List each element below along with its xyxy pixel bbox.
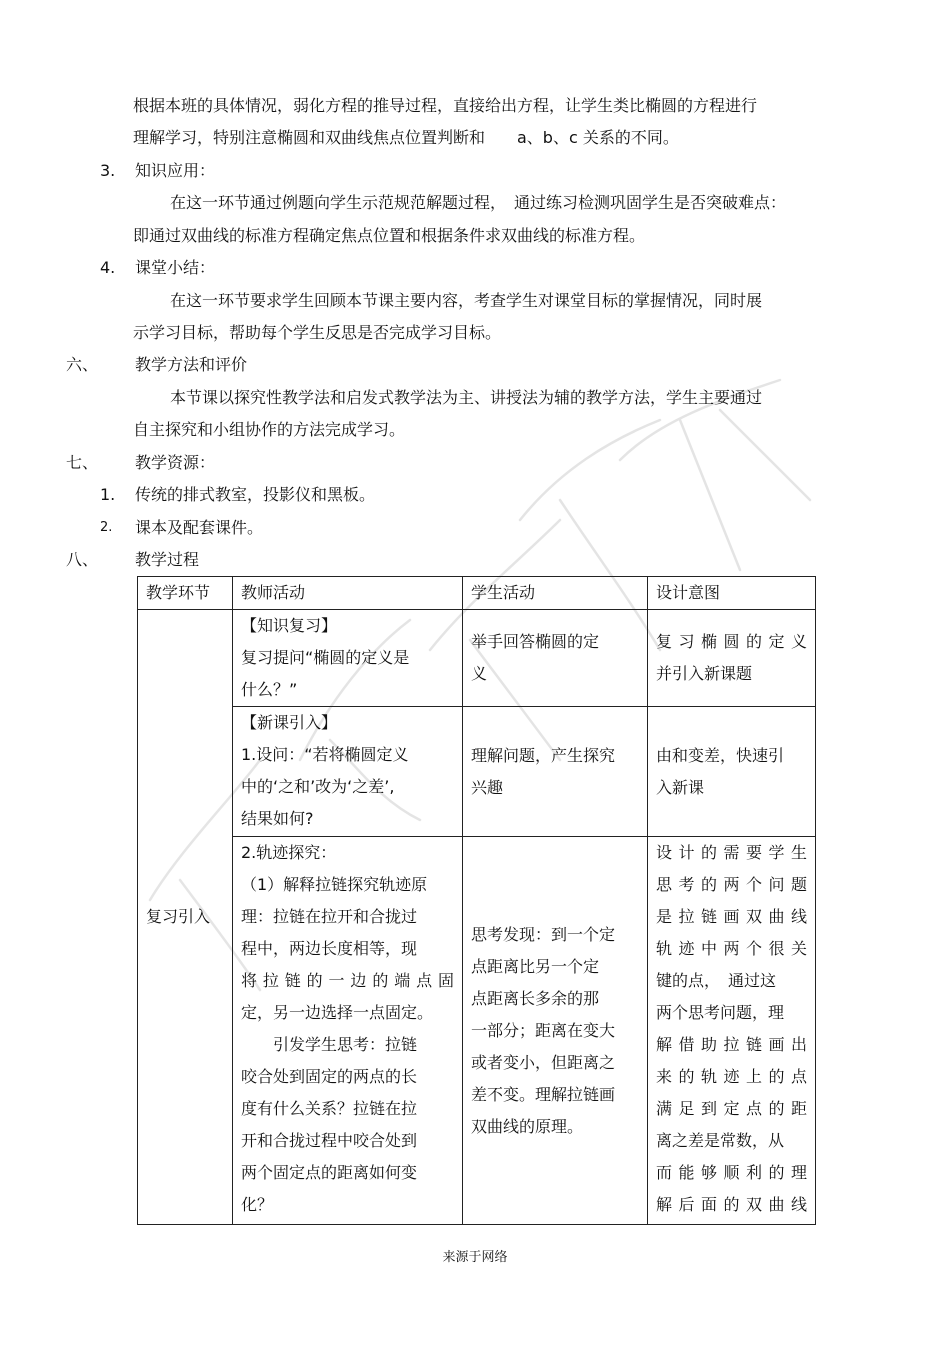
- cell-line: 举手回答椭圆的定: [471, 632, 600, 651]
- cell-line: 咬合处到固定的两点的长: [241, 1067, 418, 1086]
- cell-line: 思考发现：到一个定: [471, 924, 616, 944]
- cell-line: 并引入新课题: [656, 664, 753, 683]
- cell-line: 程中，两边长度相等，现: [241, 939, 418, 958]
- cell-line: 度有什么关系？拉链在拉: [241, 1099, 418, 1118]
- student-activity-cell: [463, 610, 648, 707]
- cell-line: 定，另一边选择一点固定。: [241, 1003, 434, 1022]
- paragraph-line: 本节课以探究性教学法和启发式教学法为主、讲授法为辅的教学方法，学生主要通过: [170, 388, 763, 407]
- cell-line: 差不变。理解拉链画: [471, 1084, 616, 1104]
- design-intent-cell: [648, 707, 816, 837]
- section-number: 七、: [66, 453, 99, 472]
- paragraph-line: 理解学习，特别注意椭圆和双曲线焦点位置判断和 a、b、c 关系的不同。: [133, 128, 679, 147]
- cell-line: 1.设问：“若将椭圆定义: [241, 745, 409, 764]
- cell-line: 两个固定点的距离如何变: [241, 1163, 418, 1182]
- item-title: 课堂小结：: [135, 258, 216, 277]
- teacher-activity-cell: [233, 837, 463, 1225]
- header-cell: 学生活动: [463, 577, 648, 610]
- resource-item: 传统的排式教室，投影仪和黑板。: [135, 485, 376, 504]
- teacher-activity-cell: [233, 610, 463, 707]
- teaching-process-table: [137, 576, 816, 1225]
- cell-line: 设计的需要学生: [656, 843, 807, 862]
- cell-line: 轨迹中两个很关: [656, 939, 807, 958]
- cell-line: 点距离长多余的那: [471, 988, 600, 1008]
- item-number: 2.: [100, 520, 113, 535]
- cell-line: 化？: [241, 1195, 274, 1214]
- paragraph-line: 示学习目标，帮助每个学生反思是否完成学习目标。: [133, 323, 502, 342]
- cell-line: 中的‘之和’改为‘之差’,: [241, 777, 395, 796]
- header-cell: 设计意图: [648, 577, 816, 610]
- section-title: 教学过程: [135, 550, 200, 569]
- cell-line: 而能够顺利的理: [656, 1163, 807, 1182]
- cell-line: 引发学生思考：拉链: [241, 1035, 418, 1054]
- paragraph-line: 在这一环节通过例题向学生示范规范解题过程， 通过练习检测巩固学生是否突破难点：: [170, 193, 787, 212]
- cell-line: 解后面的双曲线: [656, 1195, 807, 1214]
- student-activity-cell: [463, 707, 648, 837]
- stage-cell: 复习引入: [138, 610, 233, 1225]
- cell-line: 结果如何?: [241, 809, 314, 828]
- cell-line: 入新课: [656, 777, 705, 797]
- cell-line: 将拉链的一边的端点固: [241, 971, 454, 990]
- cell-line: 离之差是常数，从: [656, 1131, 785, 1150]
- design-intent-cell: [648, 610, 816, 707]
- table-row: [138, 610, 816, 707]
- cell-line: 点距离比另一个定: [471, 956, 600, 976]
- student-activity-cell: [463, 837, 648, 1225]
- cell-line: 满足到定点的距: [656, 1099, 807, 1118]
- cell-line: 开和合拢过程中咬合处到: [241, 1131, 418, 1150]
- cell-line: 理解问题，产生探究: [471, 745, 616, 765]
- section-number: 八、: [66, 550, 99, 569]
- table-row: [138, 707, 816, 837]
- cell-line: 两个思考问题，理: [656, 1003, 785, 1022]
- cell-line: 双曲线的原理。: [471, 1116, 584, 1136]
- cell-line: 复习提问“椭圆的定义是: [241, 648, 410, 667]
- table-row: [138, 837, 816, 1225]
- cell-line: 兴趣: [471, 777, 504, 797]
- item-title: 知识应用：: [135, 161, 216, 180]
- cell-line: 由和变差，快速引: [656, 745, 785, 765]
- cell-line: 解借助拉链画出: [656, 1035, 807, 1054]
- cell-line: 2.轨迹探究：: [241, 843, 337, 862]
- section-number: 六、: [66, 355, 99, 374]
- paragraph-line: 即通过双曲线的标准方程确定焦点位置和根据条件求双曲线的标准方程。: [133, 226, 646, 245]
- cell-line: 是拉链画双曲线: [656, 907, 807, 926]
- item-number: 1.: [100, 485, 116, 504]
- cell-line: 键的点， 通过这: [656, 971, 777, 990]
- cell-line: 什么？”: [241, 680, 298, 699]
- cell-line: 思考的两个问题: [656, 875, 807, 894]
- cell-line: 来的轨迹上的点: [656, 1067, 807, 1086]
- section-title: 教学方法和评价: [135, 355, 248, 374]
- header-cell: 教师活动: [233, 577, 463, 610]
- paragraph-line: 自主探究和小组协作的方法完成学习。: [133, 420, 406, 439]
- cell-line: 【知识复习】: [241, 616, 338, 635]
- cell-line: 【新课引入】: [241, 713, 338, 732]
- cell-line: 义: [471, 664, 488, 683]
- section-title: 教学资源：: [135, 453, 216, 472]
- cell-line: （1）解释拉链探究轨迹原: [241, 875, 428, 894]
- item-number: 3.: [100, 161, 116, 180]
- page-footer: 来源于网络: [442, 1250, 508, 1265]
- design-intent-cell: [648, 837, 816, 1225]
- header-cell: 教学环节: [138, 577, 233, 610]
- cell-line: 或者变小，但距离之: [471, 1052, 616, 1072]
- cell-line: 复习椭圆的定义: [656, 632, 807, 651]
- teacher-activity-cell: [233, 707, 463, 837]
- item-number: 4.: [100, 258, 116, 277]
- cell-line: 一部分；距离在变大: [471, 1020, 616, 1040]
- paragraph-line: 根据本班的具体情况，弱化方程的推导过程，直接给出方程，让学生类比椭圆的方程进行: [133, 96, 758, 115]
- table-header-row: [138, 577, 816, 610]
- resource-item: 课本及配套课件。: [135, 518, 264, 537]
- cell-line: 理：拉链在拉开和合拢过: [241, 907, 418, 926]
- paragraph-line: 在这一环节要求学生回顾本节课主要内容，考查学生对课堂目标的掌握情况，同时展: [170, 291, 763, 310]
